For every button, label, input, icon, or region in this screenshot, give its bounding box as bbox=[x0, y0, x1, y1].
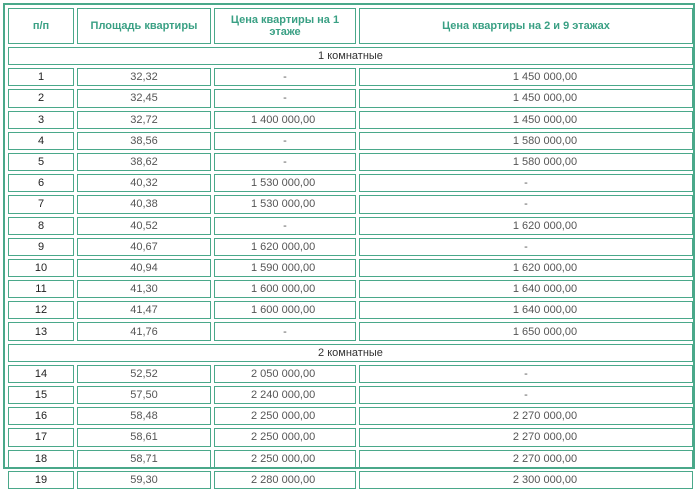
cell-price-floor-1: 2 250 000,00 bbox=[214, 450, 356, 468]
cell-price-floor-1: - bbox=[214, 153, 356, 171]
cell-number: 19 bbox=[8, 471, 74, 489]
header-price-floors-2-9: Цена квартиры на 2 и 9 этажах bbox=[359, 8, 693, 44]
cell-number: 18 bbox=[8, 450, 74, 468]
table-row bbox=[8, 89, 693, 107]
table-row bbox=[8, 450, 693, 468]
table-row bbox=[8, 259, 693, 277]
cell-area: 40,32 bbox=[77, 174, 211, 192]
table-row bbox=[8, 174, 693, 192]
cell-price-floor-1: 1 620 000,00 bbox=[214, 238, 356, 256]
cell-price-floor-1: - bbox=[214, 217, 356, 235]
cell-price-floors-2-9: - bbox=[359, 174, 693, 192]
cell-price-floor-1: 2 250 000,00 bbox=[214, 407, 356, 425]
cell-price-floors-2-9: 1 450 000,00 bbox=[359, 111, 693, 129]
cell-price-floors-2-9: 1 580 000,00 bbox=[359, 132, 693, 150]
cell-area: 59,30 bbox=[77, 471, 211, 489]
cell-price-floors-2-9: 1 620 000,00 bbox=[359, 259, 693, 277]
table-row bbox=[8, 471, 693, 489]
cell-price-floors-2-9: 1 620 000,00 bbox=[359, 217, 693, 235]
cell-price-floors-2-9: 1 650 000,00 bbox=[359, 322, 693, 340]
cell-area: 38,62 bbox=[77, 153, 211, 171]
cell-number: 13 bbox=[8, 322, 74, 340]
cell-area: 58,71 bbox=[77, 450, 211, 468]
cell-number: 3 bbox=[8, 111, 74, 129]
cell-price-floors-2-9: 1 580 000,00 bbox=[359, 153, 693, 171]
cell-area: 41,76 bbox=[77, 322, 211, 340]
cell-price-floors-2-9: - bbox=[359, 195, 693, 213]
table-row bbox=[8, 195, 693, 213]
cell-number: 1 bbox=[8, 68, 74, 86]
apartment-price-table bbox=[5, 5, 696, 492]
cell-price-floors-2-9: 2 270 000,00 bbox=[359, 407, 693, 425]
table-row bbox=[8, 68, 693, 86]
table-row bbox=[8, 301, 693, 319]
cell-price-floor-1: - bbox=[214, 68, 356, 86]
cell-number: 16 bbox=[8, 407, 74, 425]
cell-area: 40,67 bbox=[77, 238, 211, 256]
header-area: Площадь квартиры bbox=[77, 8, 211, 44]
table-row bbox=[8, 365, 693, 383]
apartment-price-table-frame bbox=[3, 3, 695, 486]
cell-area: 40,94 bbox=[77, 259, 211, 277]
section-title: 1 комнатные bbox=[8, 47, 693, 65]
cell-area: 58,61 bbox=[77, 428, 211, 446]
table-row bbox=[8, 407, 693, 425]
cell-number: 11 bbox=[8, 280, 74, 298]
cell-price-floors-2-9: 1 640 000,00 bbox=[359, 301, 693, 319]
cell-number: 2 bbox=[8, 89, 74, 107]
cell-area: 32,32 bbox=[77, 68, 211, 86]
cell-number: 6 bbox=[8, 174, 74, 192]
cell-price-floor-1: 2 250 000,00 bbox=[214, 428, 356, 446]
section-row bbox=[8, 344, 693, 362]
table-row bbox=[8, 111, 693, 129]
cell-price-floor-1: 1 530 000,00 bbox=[214, 174, 356, 192]
cell-number: 4 bbox=[8, 132, 74, 150]
cell-number: 9 bbox=[8, 238, 74, 256]
cell-price-floor-1: - bbox=[214, 132, 356, 150]
cell-price-floors-2-9: 1 640 000,00 bbox=[359, 280, 693, 298]
cell-price-floor-1: - bbox=[214, 322, 356, 340]
cell-area: 52,52 bbox=[77, 365, 211, 383]
section-title: 2 комнатные bbox=[8, 344, 693, 362]
cell-area: 40,38 bbox=[77, 195, 211, 213]
cell-price-floor-1: 1 590 000,00 bbox=[214, 259, 356, 277]
table-row bbox=[8, 217, 693, 235]
cell-price-floor-1: 1 530 000,00 bbox=[214, 195, 356, 213]
cell-price-floor-1: 2 050 000,00 bbox=[214, 365, 356, 383]
cell-number: 10 bbox=[8, 259, 74, 277]
cell-price-floors-2-9: 2 270 000,00 bbox=[359, 450, 693, 468]
table-row bbox=[8, 322, 693, 340]
cell-number: 5 bbox=[8, 153, 74, 171]
cell-price-floor-1: 2 280 000,00 bbox=[214, 471, 356, 489]
cell-area: 58,48 bbox=[77, 407, 211, 425]
cell-number: 12 bbox=[8, 301, 74, 319]
cell-price-floors-2-9: 1 450 000,00 bbox=[359, 68, 693, 86]
cell-price-floors-2-9: 2 300 000,00 bbox=[359, 471, 693, 489]
cell-area: 57,50 bbox=[77, 386, 211, 404]
cell-number: 17 bbox=[8, 428, 74, 446]
cell-area: 40,52 bbox=[77, 217, 211, 235]
cell-number: 8 bbox=[8, 217, 74, 235]
cell-area: 41,30 bbox=[77, 280, 211, 298]
cell-price-floor-1: 2 240 000,00 bbox=[214, 386, 356, 404]
cell-price-floor-1: 1 600 000,00 bbox=[214, 301, 356, 319]
table-row bbox=[8, 280, 693, 298]
header-number: п/п bbox=[8, 8, 74, 44]
section-row bbox=[8, 47, 693, 65]
table-row bbox=[8, 386, 693, 404]
table-row bbox=[8, 153, 693, 171]
cell-price-floors-2-9: 1 450 000,00 bbox=[359, 89, 693, 107]
cell-area: 41,47 bbox=[77, 301, 211, 319]
table-row bbox=[8, 238, 693, 256]
header-price-floor-1: Цена квартиры на 1 этаже bbox=[214, 8, 356, 44]
cell-area: 32,72 bbox=[77, 111, 211, 129]
table-body bbox=[8, 47, 693, 489]
cell-price-floors-2-9: - bbox=[359, 238, 693, 256]
table-row bbox=[8, 132, 693, 150]
cell-price-floor-1: - bbox=[214, 89, 356, 107]
cell-price-floors-2-9: - bbox=[359, 365, 693, 383]
cell-price-floors-2-9: - bbox=[359, 386, 693, 404]
cell-price-floor-1: 1 600 000,00 bbox=[214, 280, 356, 298]
cell-price-floors-2-9: 2 270 000,00 bbox=[359, 428, 693, 446]
cell-area: 32,45 bbox=[77, 89, 211, 107]
cell-number: 15 bbox=[8, 386, 74, 404]
cell-price-floor-1: 1 400 000,00 bbox=[214, 111, 356, 129]
header-row bbox=[8, 8, 693, 44]
cell-number: 7 bbox=[8, 195, 74, 213]
cell-number: 14 bbox=[8, 365, 74, 383]
cell-area: 38,56 bbox=[77, 132, 211, 150]
table-row bbox=[8, 428, 693, 446]
